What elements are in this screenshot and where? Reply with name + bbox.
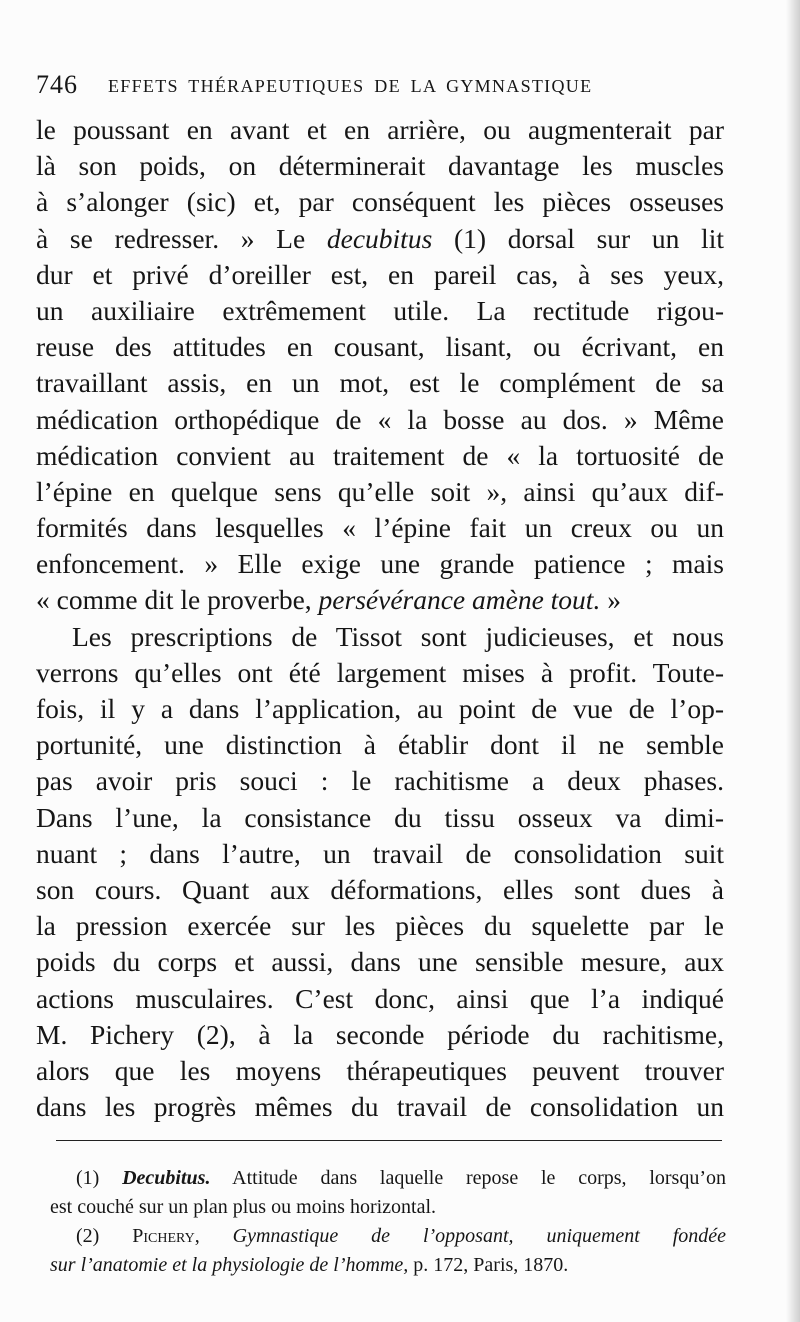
text-line: là son poids, on déterminerait davantage les muscles — [36, 150, 724, 182]
text-line: fois, il y a dans l’application, au point de vue de l’op- — [36, 693, 724, 724]
text-line: actions musculaires. C’est donc, ainsi que l’a indiqué — [36, 982, 724, 1014]
text-line-end: (1) dorsal sur un lit — [432, 222, 724, 254]
text-line: dur et privé d’oreiller est, en pareil cas, à ses yeux, — [36, 258, 724, 290]
page-header — [36, 70, 736, 104]
text-line: verrons qu’elles ont été largement mises à profit. Toute- — [36, 656, 724, 688]
text-line: poids du corps et aussi, dans une sensible mesure, aux — [36, 946, 724, 978]
footnote-1-term: Decubitus. — [122, 1167, 211, 1189]
text-line: travaillant assis, en un mot, est le complément de sa — [36, 367, 724, 399]
body-text — [36, 112, 724, 1125]
text-line: dans les progrès mêmes du travail de consolidation un — [36, 1091, 724, 1123]
footnotes — [50, 1164, 726, 1280]
footnote-2-author: Pichery, — [132, 1225, 200, 1247]
footnote-2 — [50, 1222, 726, 1251]
text-line-end: » — [600, 584, 621, 616]
footnote-1-continuation: est couché sur un plan plus ou moins horizontal. — [50, 1196, 437, 1218]
footnote-2-citation: p. 172, Paris, 1870. — [408, 1254, 569, 1276]
text-line: reuse des attitudes en cousant, lisant, ou écrivant, en — [36, 331, 724, 363]
text-line-start: à se redresser. » Le — [36, 222, 327, 254]
page-number: 746 — [36, 70, 78, 99]
footnote-divider — [56, 1140, 722, 1141]
footnote-2-title: Gymnastique de l’opposant, uniquement fondée — [199, 1225, 727, 1247]
text-line: médication orthopédique de « la bosse au dos. » Même — [36, 403, 724, 435]
text-line: portunité, une distinction à établir dont il ne semble — [36, 729, 724, 761]
text-line-start: « comme dit le proverbe, — [36, 584, 319, 616]
text-line: alors que les moyens thérapeutiques peuvent trouver — [36, 1054, 724, 1086]
text-line: enfoncement. » Elle exige une grande patience ; mais — [36, 548, 724, 580]
text-line — [36, 582, 724, 618]
text-line: l’épine en quelque sens qu’elle soit », ainsi qu’aux dif- — [36, 475, 724, 507]
footnote-1-text: Attitude dans laquelle repose le corps, lorsqu’on — [210, 1167, 726, 1189]
text-line: formités dans lesquelles « l’épine fait un creux ou un — [36, 512, 724, 544]
proverb-quote: persévérance amène tout. — [318, 584, 601, 616]
text-line: Dans l’une, la consistance du tissu osseux va dimi- — [36, 801, 724, 833]
text-line: un auxiliaire extrêmement utile. La rectitude rigou- — [36, 294, 724, 326]
footnote-1-marker: (1) — [76, 1167, 123, 1189]
text-line — [36, 221, 724, 257]
paragraph-start-line: Les prescriptions de Tissot sont judicieuses, et nous — [72, 620, 724, 652]
footnote-1 — [50, 1164, 726, 1193]
text-line: médication convient au traitement de « la tortuosité de — [36, 439, 724, 471]
text-line: à s’alonger (sic) et, par conséquent les pièces osseuses — [36, 186, 724, 218]
running-title: EFFETS THÉRAPEUTIQUES DE LA GYMNASTIQUE — [108, 76, 593, 96]
text-line: le poussant en avant et en arrière, ou augmenterait par — [36, 114, 724, 145]
text-line: la pression exercée sur les pièces du squelette par le — [36, 910, 724, 942]
text-line: son cours. Quant aux déformations, elles sont dues à — [36, 873, 724, 905]
footnote-2-continuation — [50, 1251, 726, 1280]
footnote-2-title-cont: sur l’anatomie et la physiologie de l’homme, — [50, 1254, 409, 1276]
text-line: pas avoir pris souci : le rachitisme a deux phases. — [36, 765, 724, 797]
page-edge-shadow — [786, 0, 800, 1322]
text-line: M. Pichery (2), à la seconde période du rachitisme, — [36, 1018, 724, 1050]
text-line: nuant ; dans l’autre, un travail de consolidation suit — [36, 837, 724, 869]
footnote-2-marker: (2) — [76, 1225, 133, 1247]
decubitus-term: decubitus — [326, 222, 433, 254]
